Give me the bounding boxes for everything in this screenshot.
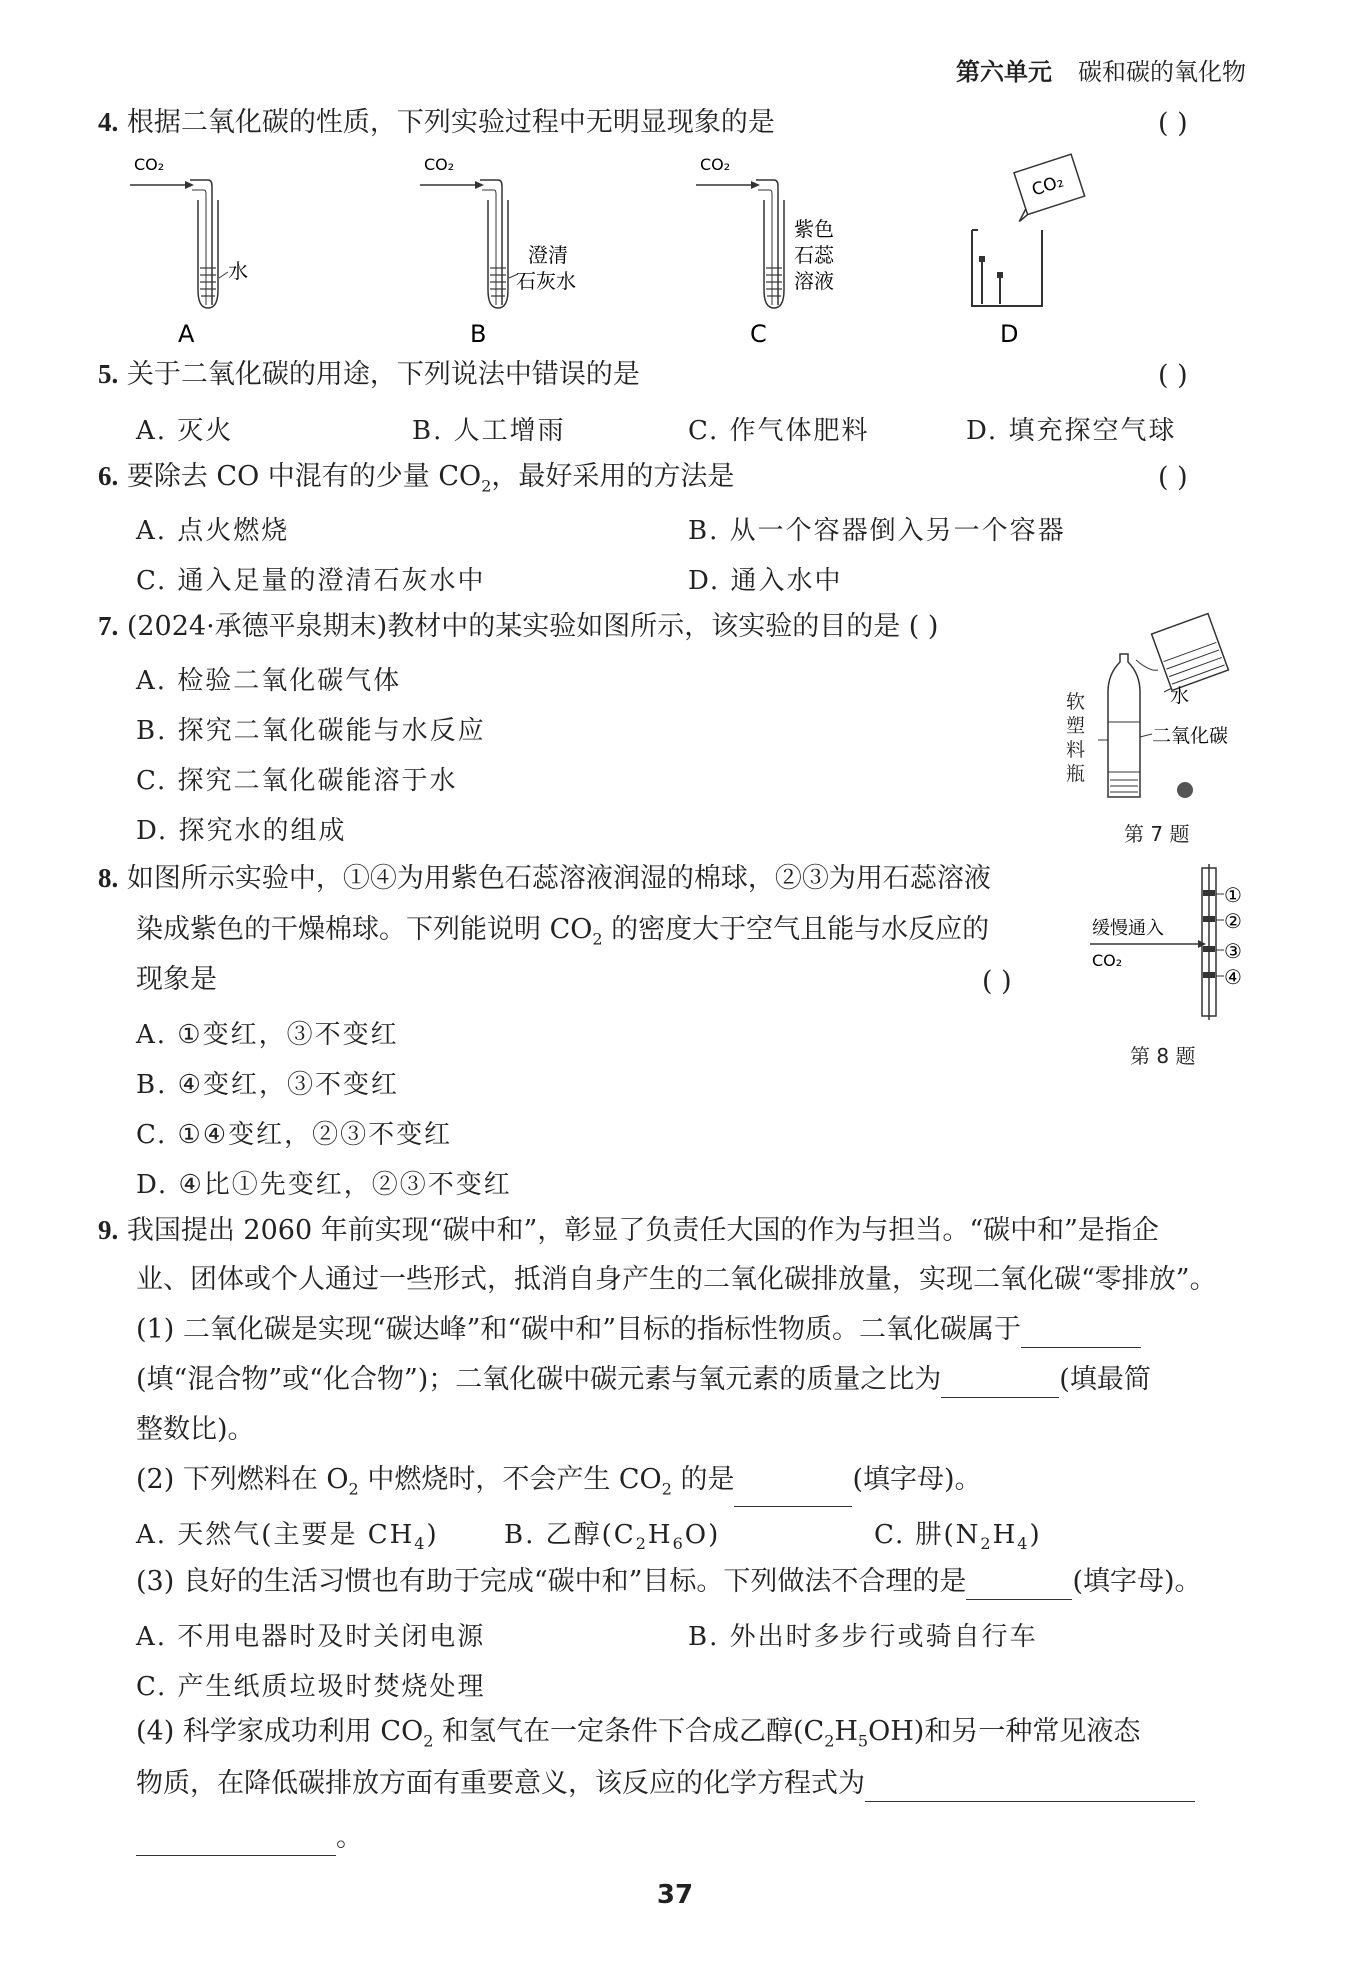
q4-answer-paren[interactable]: ( ) <box>1158 108 1188 139</box>
label-c: C <box>750 320 767 348</box>
q9-p2-pre: (2) 下列燃料在 O <box>136 1464 349 1495</box>
q7-number: 7. <box>98 611 119 641</box>
q6-option-a[interactable]: A. 点火燃烧 <box>136 516 290 546</box>
q7-bottle-label: 软塑料瓶 <box>1066 691 1086 785</box>
page-number: 37 <box>656 1880 694 1910</box>
marker-2: ② <box>1224 909 1242 933</box>
limewater-label-1: 澄清 <box>528 243 568 267</box>
q8-option-b[interactable]: B. ④变红，③不变红 <box>136 1070 399 1100</box>
co2-label: CO₂ <box>424 155 455 174</box>
q9-p4-line2: 物质，在降低碳排放方面有重要意义，该反应的化学方程式为 <box>136 1768 865 1799</box>
q4-number: 4. <box>98 107 119 137</box>
q9-part4-line1: (4) 科学家成功利用 $CO_2$ 和氢气在一定条件下合成乙醇$(C_2H_5OH)$和另一种常见液态 <box>136 1716 1141 1751</box>
co2-label: CO₂ <box>134 155 165 174</box>
q9-p1-text-2: (填“混合物”或“化合物”)；二氧化碳中碳元素与氧元素的质量之比为 <box>136 1364 942 1395</box>
litmus-label-2: 石蕊 <box>794 243 834 267</box>
inlet-label-2: CO₂ <box>1092 951 1123 970</box>
q5-option-b[interactable]: B. 人工增雨 <box>412 416 566 446</box>
q9-p1-text-3: 整数比)。 <box>136 1414 255 1445</box>
marker-4: ④ <box>1224 965 1242 989</box>
q4-figure-b <box>420 155 576 348</box>
q6-text-pre: 要除去 CO 中混有的少量 CO <box>126 461 482 492</box>
q9-part3 <box>136 1564 1202 1600</box>
q9-p4-end: OH)和另一种常见液态 <box>868 1716 1141 1747</box>
q5-number: 5. <box>98 359 119 389</box>
water-label: 水 <box>228 259 248 283</box>
q9-p3-pre: (3) 良好的生活习惯也有助于完成“碳中和”目标。下列做法不合理的是 <box>136 1566 967 1597</box>
q9-p3-option-a[interactable]: A. 不用电器时及时关闭电源 <box>136 1622 486 1652</box>
unit-label: 第六单元 <box>956 58 1052 86</box>
q8-number: 8. <box>98 863 119 893</box>
co2-pouring-vessel <box>1004 154 1085 221</box>
q6-option-d[interactable]: D. 通入水中 <box>688 566 843 596</box>
q9-p2-blank[interactable] <box>734 1476 852 1507</box>
q8-option-d[interactable]: D. ④比①先变红，②③不变红 <box>136 1170 512 1200</box>
q6-option-b[interactable]: B. 从一个容器倒入另一个容器 <box>688 516 1066 546</box>
q6-number: 6. <box>98 461 119 491</box>
q9-text-1: 我国提出 2060 年前实现“碳中和”，彰显了负责任大国的作为与担当。“碳中和”是指企 <box>126 1215 1159 1246</box>
q9-part4-line2 <box>136 1766 1195 1802</box>
q7-option-b[interactable]: B. 探究二氧化碳能与水反应 <box>136 716 486 746</box>
q5-option-c[interactable]: C. 作气体肥料 <box>688 416 870 446</box>
q9-p3-post: (填字母)。 <box>1072 1566 1202 1597</box>
q7-text[interactable]: (2024·承德平泉期末)教材中的某实验如图所示，该实验的目的是 ( ) <box>126 611 939 642</box>
co2-label: CO₂ <box>1029 171 1067 201</box>
q9-p2-option-a[interactable]: A. 天然气(主要是 $CH_4$) <box>136 1520 439 1554</box>
q9-p4-mid2: H <box>834 1716 858 1747</box>
q5-stem <box>98 356 640 393</box>
q5-answer-paren[interactable]: ( ) <box>1158 360 1188 391</box>
q7-option-a[interactable]: A. 检验二氧化碳气体 <box>136 666 402 696</box>
label-b: B <box>470 320 487 348</box>
q7-caption: 第 7 题 <box>1124 822 1190 846</box>
q4-figure-d <box>972 154 1086 348</box>
marker-3: ③ <box>1224 939 1242 963</box>
q9-part1-line2 <box>136 1362 1151 1398</box>
litmus-label-1: 紫色 <box>794 217 834 241</box>
co2-label: 二氧化碳 <box>1152 725 1229 747</box>
q9-p1-text-2b: (填最简 <box>1059 1364 1151 1395</box>
q4-text: 根据二氧化碳的性质，下列实验过程中无明显现象的是 <box>126 107 775 138</box>
q5-option-a[interactable]: A. 灭火 <box>136 416 234 446</box>
q9-p4-blank-2[interactable] <box>136 1825 336 1856</box>
running-header <box>956 52 1246 87</box>
q5-text: 关于二氧化碳的用途，下列说法中错误的是 <box>126 359 640 390</box>
q9-p3-option-c[interactable]: C. 产生纸质垃圾时焚烧处理 <box>136 1672 486 1702</box>
q8-line2: 染成紫色的干燥棉球。下列能说明 $CO_2$ 的密度大于空气且能与水反应的 <box>136 914 990 949</box>
label-a: A <box>178 320 195 348</box>
q9-part2: (2) 下列燃料在 $O_2$ 中燃烧时，不会产生 $CO_2$ 的是 (填字母)。 <box>136 1462 982 1507</box>
limewater-label-2: 石灰水 <box>516 269 576 293</box>
q9-p2-mid2: 的是 <box>671 1464 735 1495</box>
q8-text-2-pre: 染成紫色的干燥棉球。下列能说明 CO <box>136 914 593 945</box>
co2-label: CO₂ <box>700 155 731 174</box>
q8-figure <box>1080 864 1280 1024</box>
q7-stem <box>98 608 938 645</box>
q9-p3-option-b[interactable]: B. 外出时多步行或骑自行车 <box>688 1622 1038 1652</box>
q6-option-c[interactable]: C. 通入足量的澄清石灰水中 <box>136 566 486 596</box>
q8-text-1: 如图所示实验中，①④为用紫色石蕊溶液润湿的棉球，②③为用石蕊溶液 <box>126 863 991 894</box>
q9-p3-blank[interactable] <box>966 1569 1072 1600</box>
q4-figure-a <box>130 155 248 348</box>
q4-figures <box>120 150 1130 350</box>
q9-p2-option-b[interactable]: B. 乙醇$(C_2H_6O)$ <box>504 1520 721 1554</box>
water-label: 水 <box>1170 685 1190 707</box>
q6-text-post: ，最好采用的方法是 <box>491 461 735 492</box>
q8-caption: 第 8 题 <box>1130 1044 1196 1068</box>
unit-title: 碳和碳的氧化物 <box>1078 58 1246 86</box>
marker-1: ① <box>1224 883 1242 907</box>
q9-p4-end-mark: 。 <box>336 1822 363 1853</box>
q9-p1-blank-2[interactable] <box>941 1367 1059 1398</box>
q9-p2-post: (填字母)。 <box>852 1464 982 1495</box>
label-d: D <box>1000 320 1019 348</box>
q9-p1-text-1: (1) 二氧化碳是实现“碳达峰”和“碳中和”目标的指标性物质。二氧化碳属于 <box>136 1314 1022 1345</box>
q8-text-2-post: 的密度大于空气且能与水反应的 <box>602 914 990 945</box>
q7-option-d[interactable]: D. 探究水的组成 <box>136 816 347 846</box>
q9-text-2: 业、团体或个人通过一些形式，抵消自身产生的二氧化碳排放量，实现二氧化碳“零排放”。 <box>136 1264 1217 1295</box>
q9-p4-blank-1[interactable] <box>865 1771 1195 1802</box>
q9-line1 <box>98 1212 1159 1249</box>
litmus-label-3: 溶液 <box>794 269 834 293</box>
q7-figure <box>1060 612 1260 832</box>
q6-stem: 6. 要除去 CO 中混有的少量 $CO_2$，最好采用的方法是 <box>98 461 735 496</box>
q8-option-c[interactable]: C. ①④变红，②③不变红 <box>136 1120 453 1150</box>
q9-p4-pre: (4) 科学家成功利用 CO <box>136 1716 424 1747</box>
q9-part1-line1 <box>136 1312 1141 1348</box>
q6-answer-paren[interactable]: ( ) <box>1158 462 1188 493</box>
q4-figure-c <box>696 155 835 348</box>
q8-answer-paren[interactable]: ( ) <box>982 966 1012 997</box>
q5-option-d[interactable]: D. 填充探空气球 <box>966 416 1177 446</box>
q9-part4-line3 <box>136 1820 363 1856</box>
q9-p2-mid: 中燃烧时，不会产生 CO <box>358 1464 662 1495</box>
q8-option-a[interactable]: A. ①变红，③不变红 <box>136 1020 399 1050</box>
q4-stem <box>98 104 775 141</box>
q7-option-c[interactable]: C. 探究二氧化碳能溶于水 <box>136 766 458 796</box>
q9-p1-blank-1[interactable] <box>1021 1317 1141 1348</box>
q8-line1 <box>98 860 991 897</box>
q9-p2-option-c[interactable]: C. 肼$(N_2H_4)$ <box>874 1520 1042 1554</box>
q9-p4-mid: 和氢气在一定条件下合成乙醇(C <box>433 1716 825 1747</box>
inlet-label-1: 缓慢通入 <box>1092 918 1164 939</box>
q9-number: 9. <box>98 1215 119 1245</box>
q8-text-3: 现象是 <box>136 964 217 995</box>
